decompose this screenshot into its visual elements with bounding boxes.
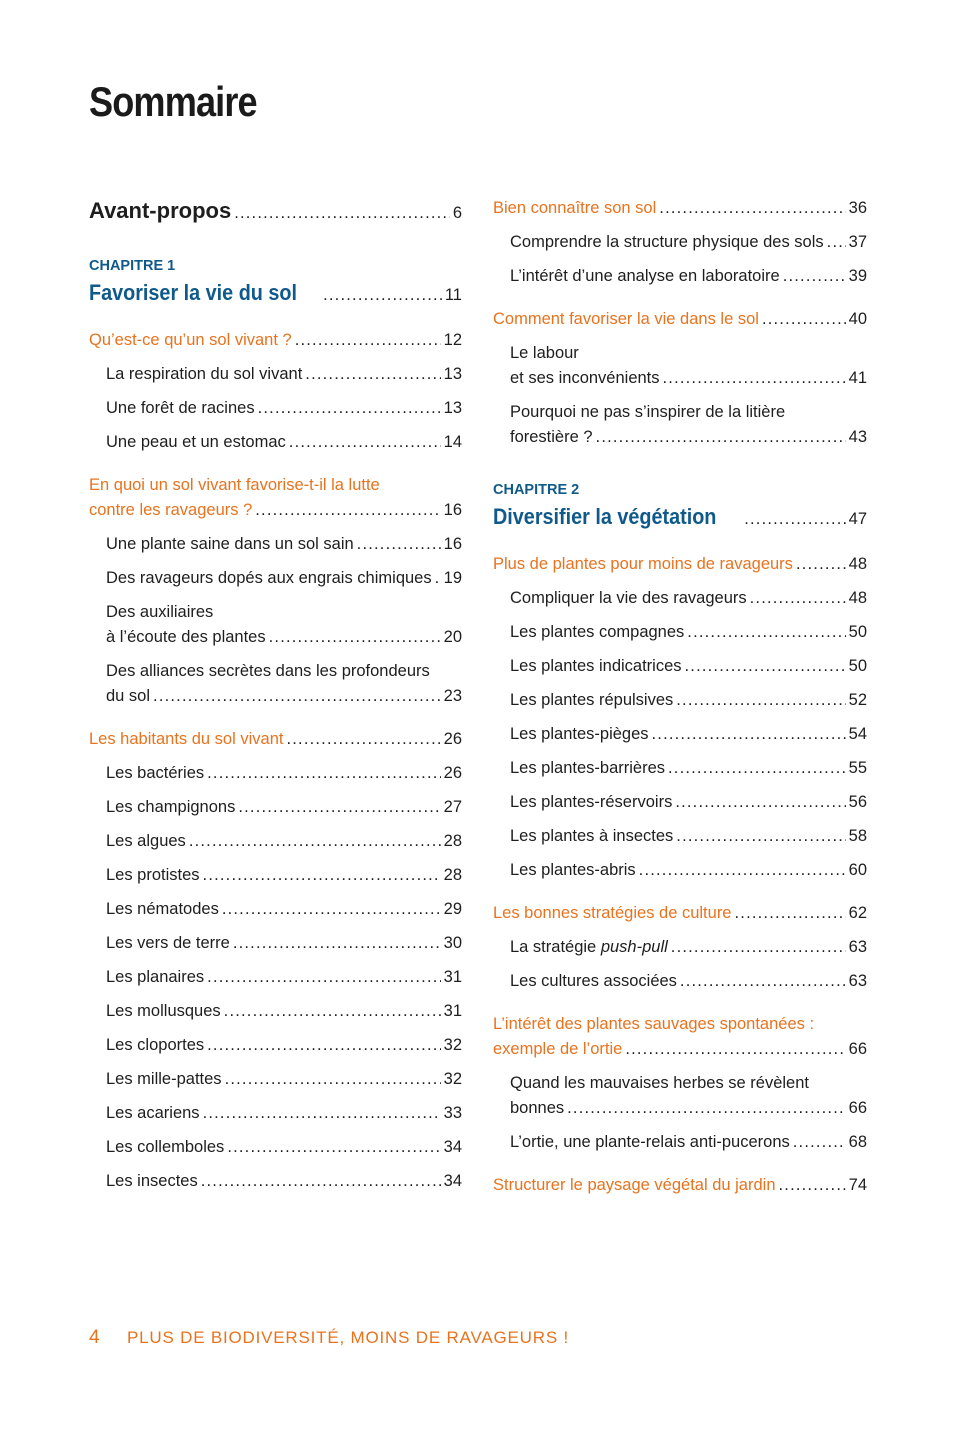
toc-item[interactable]: Les vers de terre ..... 30: [89, 931, 462, 956]
toc-section-line1[interactable]: L’intérêt des plantes sauvages spontanées :: [493, 1015, 815, 1033]
toc-item[interactable]: La stratégie push-pull ..... 63: [493, 935, 867, 960]
page-footer: [89, 1327, 569, 1349]
toc-item[interactable]: du sol ..... 23: [89, 684, 462, 709]
page-title: Sommaire: [89, 78, 257, 125]
book-title: PLUS DE BIODIVERSITÉ, MOINS DE RAVAGEURS !: [127, 1328, 569, 1347]
toc-item-line1[interactable]: Pourquoi ne pas s’inspirer de la litière: [510, 403, 786, 421]
toc-section[interactable]: contre les ravageurs ? ..... 16: [89, 498, 462, 523]
toc-item[interactable]: Des ravageurs dopés aux engrais chimiques ..... 19: [89, 566, 462, 591]
toc-item-line1[interactable]: Des alliances secrètes dans les profondeurs: [106, 662, 430, 680]
toc-item[interactable]: Les plantes-barrières ..... 55: [493, 756, 867, 781]
toc-item[interactable]: Les algues ..... 28: [89, 829, 462, 854]
toc-item-line1[interactable]: Des auxiliaires: [106, 603, 214, 621]
toc-item[interactable]: Les plantes compagnes ..... 50: [493, 620, 867, 645]
toc-item[interactable]: Les plantes-abris ..... 60: [493, 858, 867, 883]
toc-item[interactable]: Une plante saine dans un sol sain ..... 16: [89, 532, 462, 557]
toc-item[interactable]: Les plantes-pièges ..... 54: [493, 722, 867, 747]
toc-item[interactable]: Les plantes répulsives ..... 52: [493, 688, 867, 713]
toc-item[interactable]: Les cultures associées ..... 63: [493, 969, 867, 994]
toc-section[interactable]: exemple de l’ortie ..... 66: [493, 1037, 867, 1062]
toc-item[interactable]: Les plantes indicatrices ..... 50: [493, 654, 867, 679]
chapter-title[interactable]: Favoriser la vie du sol ..... 11: [89, 278, 462, 310]
toc-item[interactable]: Les collemboles ..... 34: [89, 1135, 462, 1160]
toc-section[interactable]: Bien connaître son sol ..... 36: [493, 196, 867, 221]
toc-item[interactable]: Les nématodes ..... 29: [89, 897, 462, 922]
toc-section[interactable]: Plus de plantes pour moins de ravageurs ..... 48: [493, 552, 867, 577]
toc-item[interactable]: Les planaires ..... 31: [89, 965, 462, 990]
toc-section[interactable]: Qu’est-ce qu’un sol vivant ? ..... 12: [89, 328, 462, 353]
toc-right-column: [493, 196, 867, 1198]
toc-item-line1[interactable]: Le labour: [510, 344, 579, 362]
toc-item[interactable]: L’intérêt d’une analyse en laboratoire ..... 39: [493, 264, 867, 289]
toc-section[interactable]: Comment favoriser la vie dans le sol ..... 40: [493, 307, 867, 332]
toc-section[interactable]: Les bonnes stratégies de culture ..... 62: [493, 901, 867, 926]
toc-item[interactable]: Les mollusques ..... 31: [89, 999, 462, 1024]
toc-item-line1[interactable]: Quand les mauvaises herbes se révèlent: [510, 1074, 809, 1092]
toc-item[interactable]: à l’écoute des plantes ..... 20: [89, 625, 462, 650]
toc-item[interactable]: Les protistes ..... 28: [89, 863, 462, 888]
toc-section-line1[interactable]: En quoi un sol vivant favorise-t-il la lutte: [89, 476, 380, 494]
toc-item[interactable]: Les mille-pattes ..... 32: [89, 1067, 462, 1092]
page-number: 4: [89, 1327, 100, 1348]
toc-item[interactable]: et ses inconvénients ..... 41: [493, 366, 867, 391]
toc-item[interactable]: Les bactéries ..... 26: [89, 761, 462, 786]
toc-item[interactable]: bonnes ..... 66: [493, 1096, 867, 1121]
chapter-title[interactable]: Diversifier la végétation ..... 47: [493, 502, 867, 534]
toc-item[interactable]: Les plantes-réservoirs ..... 56: [493, 790, 867, 815]
toc-item[interactable]: L’ortie, une plante-relais anti-pucerons ..... 68: [493, 1130, 867, 1155]
toc-item[interactable]: forestière ? ..... 43: [493, 425, 867, 450]
toc-item[interactable]: Les plantes à insectes ..... 58: [493, 824, 867, 849]
toc-item[interactable]: Les acariens ..... 33: [89, 1101, 462, 1126]
toc-item[interactable]: Compliquer la vie des ravageurs ..... 48: [493, 586, 867, 611]
toc-section[interactable]: Structurer le paysage végétal du jardin ..... 74: [493, 1173, 867, 1198]
toc-item[interactable]: Les insectes ..... 34: [89, 1169, 462, 1194]
toc-item[interactable]: Une peau et un estomac ..... 14: [89, 430, 462, 455]
chapter-label: CHAPITRE 1: [89, 258, 176, 274]
toc-item[interactable]: Comprendre la structure physique des sols ..... 37: [493, 230, 867, 255]
toc-item[interactable]: La respiration du sol vivant ..... 13: [89, 362, 462, 387]
toc-item[interactable]: Une forêt de racines ..... 13: [89, 396, 462, 421]
chapter-label: CHAPITRE 2: [493, 482, 580, 498]
toc-item[interactable]: Les champignons ..... 27: [89, 795, 462, 820]
toc-left-column: [89, 196, 462, 1194]
toc-entry-avant-propos[interactable]: Avant-propos ..... 6: [89, 196, 462, 228]
toc-section[interactable]: Les habitants du sol vivant ..... 26: [89, 727, 462, 752]
toc-item[interactable]: Les cloportes ..... 32: [89, 1033, 462, 1058]
